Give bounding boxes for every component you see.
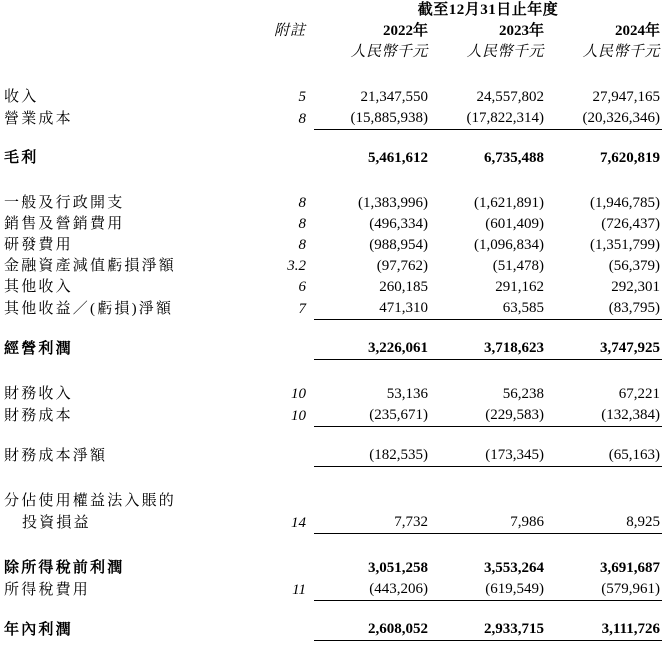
other-income-2024: 292,301 — [611, 279, 661, 295]
header-unit-row — [0, 42, 662, 63]
finance-costs-2022: (235,671) — [314, 405, 430, 427]
label-profit-before-tax: 除所得稅前利潤 — [4, 560, 125, 576]
finance-income-2022: 53,136 — [386, 386, 428, 402]
share-of-results-line1-2022 — [314, 491, 430, 512]
spacer — [0, 467, 662, 492]
note-column-header: 附註 — [273, 23, 306, 39]
admin-expenses-2024: (1,946,785) — [590, 195, 661, 211]
cost-of-sales-2022: (15,885,938) — [314, 108, 430, 130]
gross-profit-2023: 6,735,488 — [484, 150, 544, 166]
row-selling-expenses — [0, 214, 662, 235]
note-other-income: 6 — [298, 279, 306, 295]
note-cost-of-sales: 8 — [298, 110, 306, 127]
gross-profit-2024: 7,620,819 — [600, 150, 661, 166]
row-other-gains — [0, 298, 662, 320]
finance-costs-2024: (132,384) — [546, 405, 662, 427]
finance-costs-net-2022: (182,535) — [314, 445, 430, 467]
note-admin-expenses: 8 — [298, 195, 306, 211]
share-of-results-2024: 8,925 — [546, 512, 662, 534]
finance-income-2023: 56,238 — [502, 386, 544, 402]
spacer — [0, 169, 662, 193]
label-finance-costs-net: 財務成本淨額 — [4, 447, 108, 464]
selling-expenses-2023: (601,409) — [485, 216, 544, 232]
operating-profit-2023: 3,718,623 — [430, 338, 546, 360]
spacer — [0, 63, 662, 87]
label-finance-income: 財務收入 — [4, 386, 73, 402]
admin-expenses-2023: (1,621,891) — [474, 195, 544, 211]
rnd-expenses-2022: (988,954) — [369, 237, 428, 253]
impairment-loss-2022: (97,762) — [376, 258, 428, 274]
rnd-expenses-2023: (1,096,834) — [474, 237, 544, 253]
revenue-2024: 27,947,165 — [592, 89, 661, 105]
profit-for-year-2024: 3,111,726 — [546, 619, 662, 641]
gross-profit-2022: 5,461,612 — [368, 150, 428, 166]
note-operating-profit — [262, 338, 314, 360]
note-rnd-expenses: 8 — [298, 237, 306, 253]
label-cost-of-sales: 營業成本 — [4, 110, 73, 127]
note-other-gains: 7 — [298, 300, 306, 317]
note-impairment-loss: 3.2 — [287, 258, 306, 274]
spacer — [0, 534, 662, 559]
profit-before-tax-2023: 3,553,264 — [484, 560, 544, 576]
row-admin-expenses — [0, 193, 662, 214]
row-cost-of-sales — [0, 108, 662, 130]
share-of-results-line1-2024 — [546, 491, 662, 512]
label-admin-expenses: 一般及行政開支 — [4, 195, 125, 211]
row-operating-profit — [0, 338, 662, 360]
row-impairment-loss — [0, 256, 662, 277]
cost-of-sales-2023: (17,822,314) — [430, 108, 546, 130]
operating-profit-2022: 3,226,061 — [314, 338, 430, 360]
label-impairment-loss: 金融資產減值虧損淨額 — [4, 258, 177, 274]
other-gains-2022: 471,310 — [314, 298, 430, 320]
spacer — [0, 320, 662, 339]
operating-profit-2024: 3,747,925 — [546, 338, 662, 360]
unit-header-2022: 人民幣千元 — [350, 44, 428, 60]
spacer — [0, 601, 662, 620]
header-blank-note-2 — [262, 42, 314, 63]
label-share-of-results-line1: 分佔使用權益法入賬的 — [4, 493, 177, 509]
profit-before-tax-2024: 3,691,687 — [600, 560, 661, 576]
row-gross-profit — [0, 148, 662, 169]
revenue-2023: 24,557,802 — [476, 89, 544, 105]
row-income-tax — [0, 579, 662, 601]
note-share-of-results-line1 — [262, 491, 314, 512]
header-period-row — [0, 0, 662, 21]
note-income-tax: 11 — [292, 581, 306, 598]
header-spacer-note — [262, 0, 314, 21]
profit-before-tax-2022: 3,051,258 — [368, 560, 428, 576]
header-year-row — [0, 21, 662, 42]
label-other-gains: 其他收益／(虧損)淨額 — [4, 300, 174, 317]
impairment-loss-2023: (51,478) — [492, 258, 544, 274]
label-finance-costs: 財務成本 — [4, 407, 73, 424]
unit-header-2024: 人民幣千元 — [582, 44, 661, 60]
profit-for-year-2022: 2,608,052 — [314, 619, 430, 641]
label-other-income: 其他收入 — [4, 279, 73, 295]
label-selling-expenses: 銷售及營銷費用 — [4, 216, 125, 232]
row-share-of-results-line1 — [0, 491, 662, 512]
income-tax-2024: (579,961) — [546, 579, 662, 601]
finance-income-2024: 67,221 — [618, 386, 661, 402]
spacer — [0, 130, 662, 149]
year-header-2024: 2024年 — [615, 23, 661, 39]
income-tax-2022: (443,206) — [314, 579, 430, 601]
income-tax-2023: (619,549) — [430, 579, 546, 601]
spacer — [0, 427, 662, 446]
row-revenue — [0, 87, 662, 108]
note-share-of-results: 14 — [291, 514, 306, 531]
cost-of-sales-2024: (20,326,346) — [546, 108, 662, 130]
period-title: 截至12月31日止年度 — [417, 2, 559, 18]
row-share-of-results — [0, 512, 662, 534]
admin-expenses-2022: (1,383,996) — [358, 195, 428, 211]
label-income-tax: 所得稅費用 — [4, 581, 91, 598]
note-finance-income: 10 — [291, 386, 306, 402]
share-of-results-line1-2023 — [430, 491, 546, 512]
note-finance-costs-net — [262, 445, 314, 467]
label-profit-for-year: 年內利潤 — [4, 621, 73, 638]
other-gains-2023: 63,585 — [430, 298, 546, 320]
other-income-2023: 291,162 — [495, 279, 544, 295]
header-spacer — [0, 0, 262, 21]
finance-costs-net-2023: (173,345) — [430, 445, 546, 467]
row-other-income — [0, 277, 662, 298]
selling-expenses-2024: (726,437) — [601, 216, 661, 232]
header-blank — [0, 21, 262, 42]
label-gross-profit: 毛利 — [4, 150, 39, 166]
spacer — [0, 360, 662, 385]
row-rnd-expenses — [0, 235, 662, 256]
note-finance-costs: 10 — [291, 407, 306, 424]
finance-costs-2023: (229,583) — [430, 405, 546, 427]
label-revenue: 收入 — [4, 89, 39, 105]
header-blank-2 — [0, 42, 262, 63]
note-profit-for-year — [262, 619, 314, 641]
label-share-of-results: 投資損益 — [22, 514, 91, 531]
year-header-2022: 2022年 — [382, 23, 428, 39]
rnd-expenses-2024: (1,351,799) — [590, 237, 661, 253]
row-finance-costs — [0, 405, 662, 427]
label-operating-profit: 經營利潤 — [4, 340, 73, 357]
note-gross-profit — [262, 148, 314, 169]
unit-header-2023: 人民幣千元 — [466, 44, 544, 60]
row-finance-income — [0, 384, 662, 405]
profit-for-year-2023: 2,933,715 — [430, 619, 546, 641]
impairment-loss-2024: (56,379) — [608, 258, 661, 274]
share-of-results-2023: 7,986 — [430, 512, 546, 534]
row-finance-costs-net — [0, 445, 662, 467]
selling-expenses-2022: (496,334) — [369, 216, 428, 232]
other-gains-2024: (83,795) — [546, 298, 662, 320]
year-header-2023: 2023年 — [498, 23, 544, 39]
row-profit-before-tax — [0, 558, 662, 579]
label-rnd-expenses: 研發費用 — [4, 237, 73, 253]
share-of-results-2022: 7,732 — [314, 512, 430, 534]
other-income-2022: 260,185 — [379, 279, 428, 295]
finance-costs-net-2024: (65,163) — [546, 445, 662, 467]
row-profit-for-year — [0, 619, 662, 641]
note-profit-before-tax — [262, 558, 314, 579]
revenue-2022: 21,347,550 — [360, 89, 428, 105]
note-revenue: 5 — [298, 89, 306, 105]
note-selling-expenses: 8 — [298, 216, 306, 232]
